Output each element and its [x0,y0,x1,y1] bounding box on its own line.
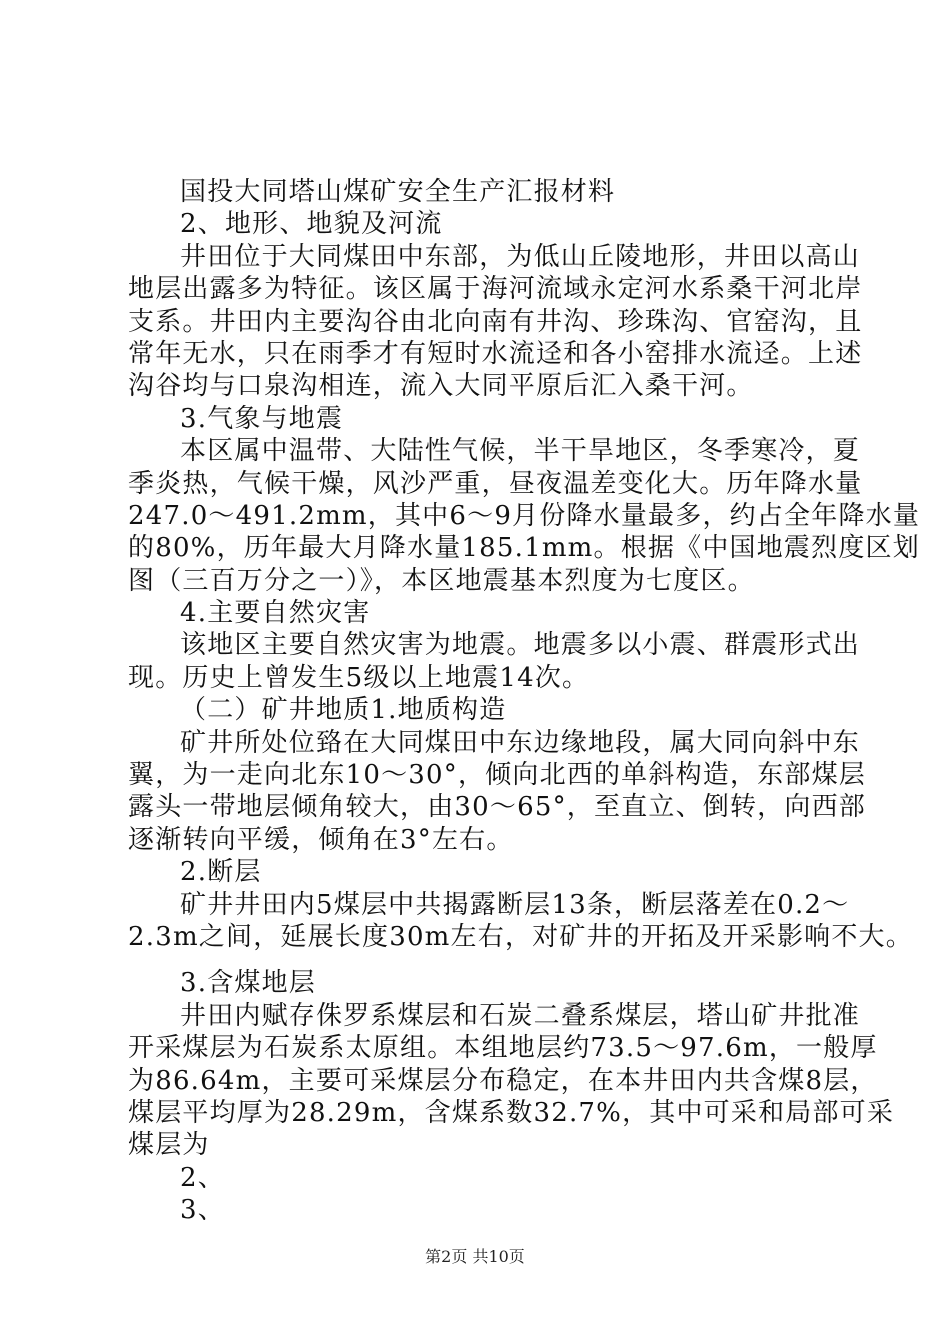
text-line: 的80%，历年最大月降水量185.1mm。根据《中国地震烈度区划 [128,533,920,564]
text-line: 247.0～491.2mm，其中6～9月份降水量最多，约占全年降水量 [128,500,921,531]
text-line: 3.气象与地震 [180,403,344,434]
text-line: 煤层为 [128,1130,210,1161]
text-line: 翼，为一走向北东10～30°，倾向北西的单斜构造，东部煤层 [128,760,866,791]
text-line: 地层出露多为特征。该区属于海河流域永定河水系桑干河北岸 [128,274,863,305]
text-line: 季炎热，气候干燥，风沙严重，昼夜温差变化大。历年降水量 [128,468,863,499]
text-line: 矿井所处位臵在大同煤田中东边缘地段，属大同向斜中东 [180,727,861,758]
text-line: 逐渐转向平缓，倾角在3°左右。 [128,824,514,855]
text-line: 图（三百万分之一）》，本区地震基本烈度为七度区。 [128,565,755,596]
text-line: 3、 [180,1195,225,1226]
text-line: （二）矿井地质1.地质构造 [180,695,507,726]
text-line: 煤层平均厚为28.29m，含煤系数32.7%，其中可采和局部可采 [128,1097,895,1128]
text-line: 开采煤层为石炭系太原组。本组地层约73.5～97.6m，一般厚 [128,1033,878,1064]
text-line [128,953,850,967]
text-line: 矿井井田内5煤层中共揭露断层13条，断层落差在0.2～ [180,889,850,920]
text-line: 该地区主要自然灾害为地震。地震多以小震、群震形式出 [180,630,861,661]
text-line: 井田内赋存侏罗系煤层和石炭二叠系煤层，塔山矿井批准 [180,1000,861,1031]
text-line: 现。历史上曾发生5级以上地震14次。 [128,662,590,693]
text-line: 4.主要自然灾害 [180,598,371,629]
text-line: 井田位于大同煤田中东部，为低山丘陵地形，井田以高山 [180,241,861,272]
text-line: 3.含煤地层 [180,968,317,999]
text-line: 2.断层 [180,857,262,888]
text-line: 2、 [180,1162,225,1193]
text-line: 露头一带地层倾角较大，由30～65°，至直立、倒转，向西部 [128,792,866,823]
text-line: 沟谷均与口泉沟相连，流入大同平原后汇入桑干河。 [128,371,754,402]
text-line: 国投大同塔山煤矿安全生产汇报材料 [180,177,616,207]
text-line: 2、地形、地貌及河流 [180,209,443,240]
text-line: 为86.64m，主要可采煤层分布稳定，在本井田内共含煤8层， [128,1065,878,1096]
document-body [128,176,921,1227]
text-line: 2.3m之间，延展长度30m左右，对矿井的开拓及开采影响不大。 [128,921,913,952]
page-footer: 第2页 共10页 [425,1247,525,1266]
text-line: 支系。井田内主要沟谷由北向南有井沟、珍珠沟、官窑沟，且 [128,306,863,337]
text-line: 常年无水，只在雨季才有短时水流迳和各小窑排水流迳。上述 [128,338,863,369]
text-line: 本区属中温带、大陆性气候，半干旱地区，冬季寒冷，夏 [180,436,861,467]
